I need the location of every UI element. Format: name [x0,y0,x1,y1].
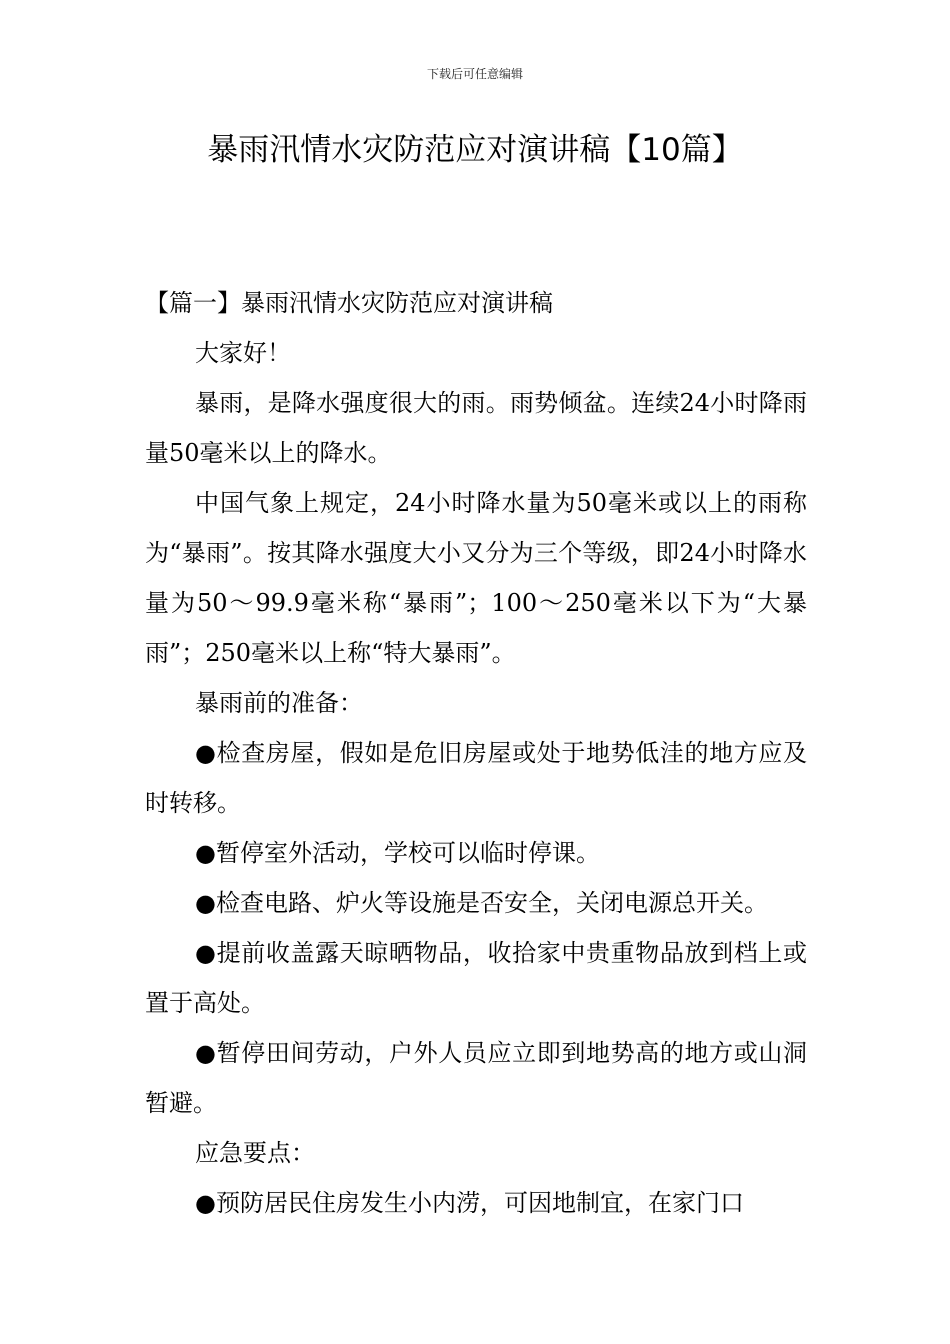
header-note: 下载后可任意编辑 [426,67,523,81]
bullet-prevent-flooding: ●预防居民住房发生小内涝，可因地制宜，在家门口 [195,1189,744,1217]
paragraph-classification: 中国气象上规定，24小时降水量为50毫米或以上的雨称为“暴雨”。按其降水强度大小又分为三个等级，即24小时降水量为50～99.9毫米称“暴雨”；100～250毫米以下为“大暴雨”；250毫米以上称“特大暴雨”。 [145,489,807,667]
bullet-check-house: ●检查房屋，假如是危旧房屋或处于地势低洼的地方应及时转移。 [145,739,807,817]
document-title: 暴雨汛情水灾防范应对演讲稿【10篇】 [207,132,743,168]
section-heading: 【篇一】暴雨汛情水灾防范应对演讲稿 [145,289,553,317]
paragraph-emergency-heading: 应急要点： [195,1139,315,1167]
paragraph-definition: 暴雨，是降水强度很大的雨。雨势倾盆。连续24小时降雨量50毫米以上的降水。 [145,389,807,467]
bullet-pause-field-work: ●暂停田间劳动，户外人员应立即到地势高的地方或山洞暂避。 [145,1039,807,1117]
bullet-check-circuits: ●检查电路、炉火等设施是否安全，关闭电源总开关。 [195,889,768,917]
paragraph-greeting: 大家好！ [195,339,291,367]
paragraph-preparation-heading: 暴雨前的准备： [195,689,363,717]
bullet-pause-outdoor: ●暂停室外活动，学校可以临时停课。 [195,839,600,867]
document-body [145,278,807,1228]
bullet-collect-items: ●提前收盖露天晾晒物品，收拾家中贵重物品放到档上或置于高处。 [145,939,807,1017]
